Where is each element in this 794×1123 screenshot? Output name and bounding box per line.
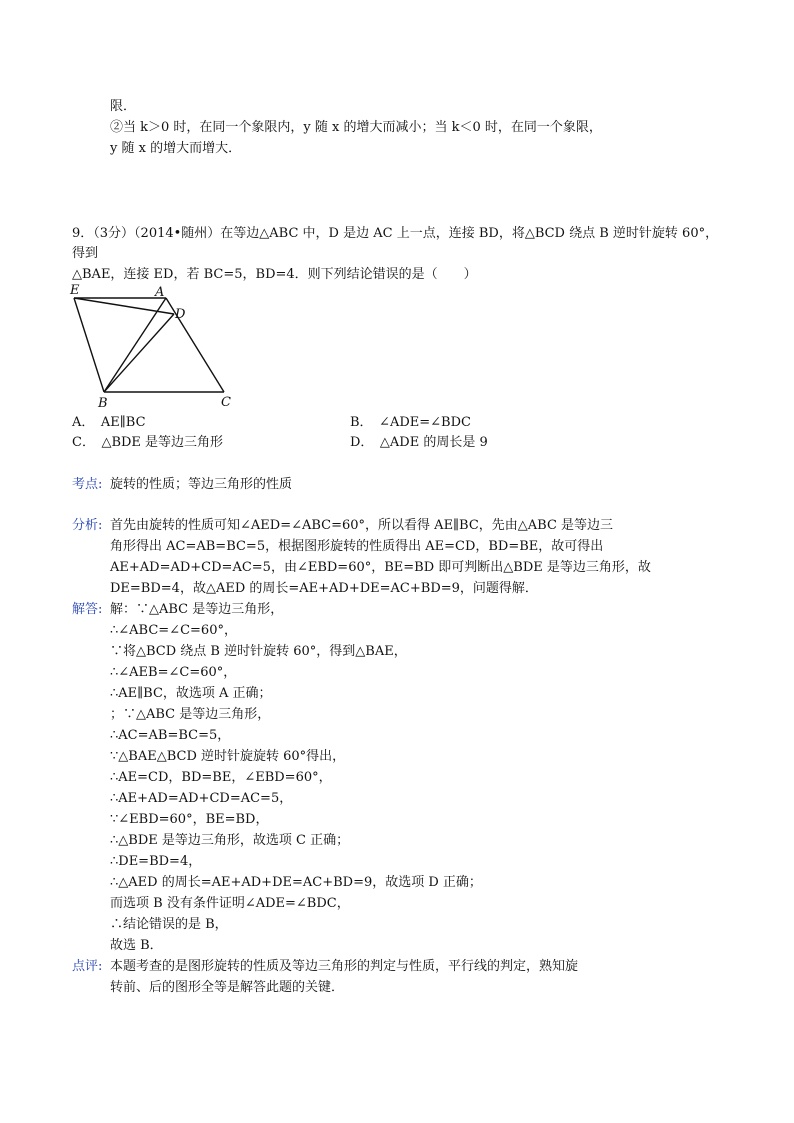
- jieda-line-7: ∴AC=AB=BC=5，: [110, 728, 231, 743]
- jieda-line-10: ∴AE+AD=AD+CD=AC=5，: [110, 791, 293, 806]
- jieda-line-8: ∵△BAE△BCD 逆时针旋旋转 60°得出，: [110, 749, 346, 764]
- dianping-line-1: 本题考查的是图形旋转的性质及等边三角形的判定与性质，平行线的判定，熟知旋: [110, 959, 579, 974]
- question-stem-line-2: 得到: [72, 246, 99, 261]
- question-stem-line-3: △BAE，连接 ED，若 BC=5，BD=4．则下列结论错误的是（ ）: [72, 267, 477, 282]
- option-a: A． AE∥BC: [72, 415, 146, 430]
- segment-ed: [74, 298, 174, 314]
- prev-line-2: ②当 k＞0 时，在同一个象限内，y 随 x 的增大而减小；当 k＜0 时，在同一个象限，: [110, 120, 602, 135]
- point-label-d: D: [175, 307, 186, 322]
- fenxi-line-4: DE=BD=4，故△AED 的周长=AE+AD+DE=AC+BD=9，问题得解．: [110, 581, 538, 596]
- segment-eb: [74, 298, 104, 392]
- point-label-b: B: [98, 396, 108, 410]
- jieda-line-1: 解：∵△ABC 是等边三角形，: [110, 602, 284, 617]
- point-label-c: C: [221, 395, 231, 410]
- option-b: B． ∠ADE=∠BDC: [350, 415, 471, 430]
- kaodian-label: 考点:: [72, 477, 103, 492]
- fenxi-label: 分析:: [72, 518, 103, 533]
- jieda-line-3: ∵将△BCD 绕点 B 逆时针旋转 60°，得到△BAE，: [110, 644, 407, 659]
- prev-line-1: 限．: [110, 99, 137, 114]
- jieda-line-6: ；∵△ABC 是等边三角形，: [110, 707, 271, 722]
- prev-line-3: y 随 x 的增大而增大．: [110, 141, 242, 156]
- point-label-e: E: [70, 283, 80, 298]
- geometry-figure: [60, 280, 250, 410]
- jieda-line-9: ∴AE=CD，BD=BE，∠EBD=60°，: [110, 770, 332, 785]
- segment-bd: [104, 314, 174, 392]
- jieda-line-5: ∴AE∥BC，故选项 A 正确；: [110, 686, 272, 701]
- jieda-line-15: 而选项 B 没有条件证明∠ADE=∠BDC，: [110, 896, 350, 911]
- jieda-line-4: ∴∠AEB=∠C=60°，: [110, 665, 237, 680]
- jieda-line-16: ∴结论错误的是 B，: [110, 917, 228, 932]
- question-stem-line-1: 9．（3分）（2014•随州）在等边△ABC 中，D 是边 AC 上一点，连接 BD，将△BCD 绕点 B 逆时针旋转 60°，: [72, 226, 719, 241]
- jieda-line-14: ∴△AED 的周长=AE+AD+DE=AC+BD=9，故选项 D 正确；: [110, 875, 482, 890]
- fenxi-line-2: 角形得出 AC=AB=BC=5，根据图形旋转的性质得出 AE=CD，BD=BE，故可得出: [110, 539, 604, 554]
- dianping-label: 点评:: [72, 959, 103, 974]
- option-c: C． △BDE 是等边三角形: [72, 435, 224, 450]
- option-d: D． △ADE 的周长是 9: [350, 435, 488, 450]
- jieda-line-13: ∴DE=BD=4，: [110, 854, 202, 869]
- jieda-label: 解答:: [72, 602, 103, 617]
- jieda-line-11: ∵∠EBD=60°，BE=BD，: [110, 812, 269, 827]
- dianping-line-2: 转前、后的图形全等是解答此题的关键．: [110, 980, 345, 995]
- jieda-line-12: ∴△BDE 是等边三角形，故选项 C 正确；: [110, 833, 350, 848]
- fenxi-line-3: AE+AD=AD+CD=AC=5，由∠EBD=60°，BE=BD 即可判断出△BDE 是等边三角形，故: [110, 560, 651, 575]
- jieda-line-17: 故选 B．: [110, 938, 163, 953]
- point-label-a: A: [155, 285, 165, 300]
- segment-ab: [104, 298, 166, 392]
- kaodian-text: 旋转的性质；等边三角形的性质: [110, 477, 293, 492]
- jieda-line-2: ∴∠ABC=∠C=60°，: [110, 623, 237, 638]
- fenxi-line-1: 首先由旋转的性质可知∠AED=∠ABC=60°，所以看得 AE∥BC，先由△ABC 是等边三: [110, 518, 614, 533]
